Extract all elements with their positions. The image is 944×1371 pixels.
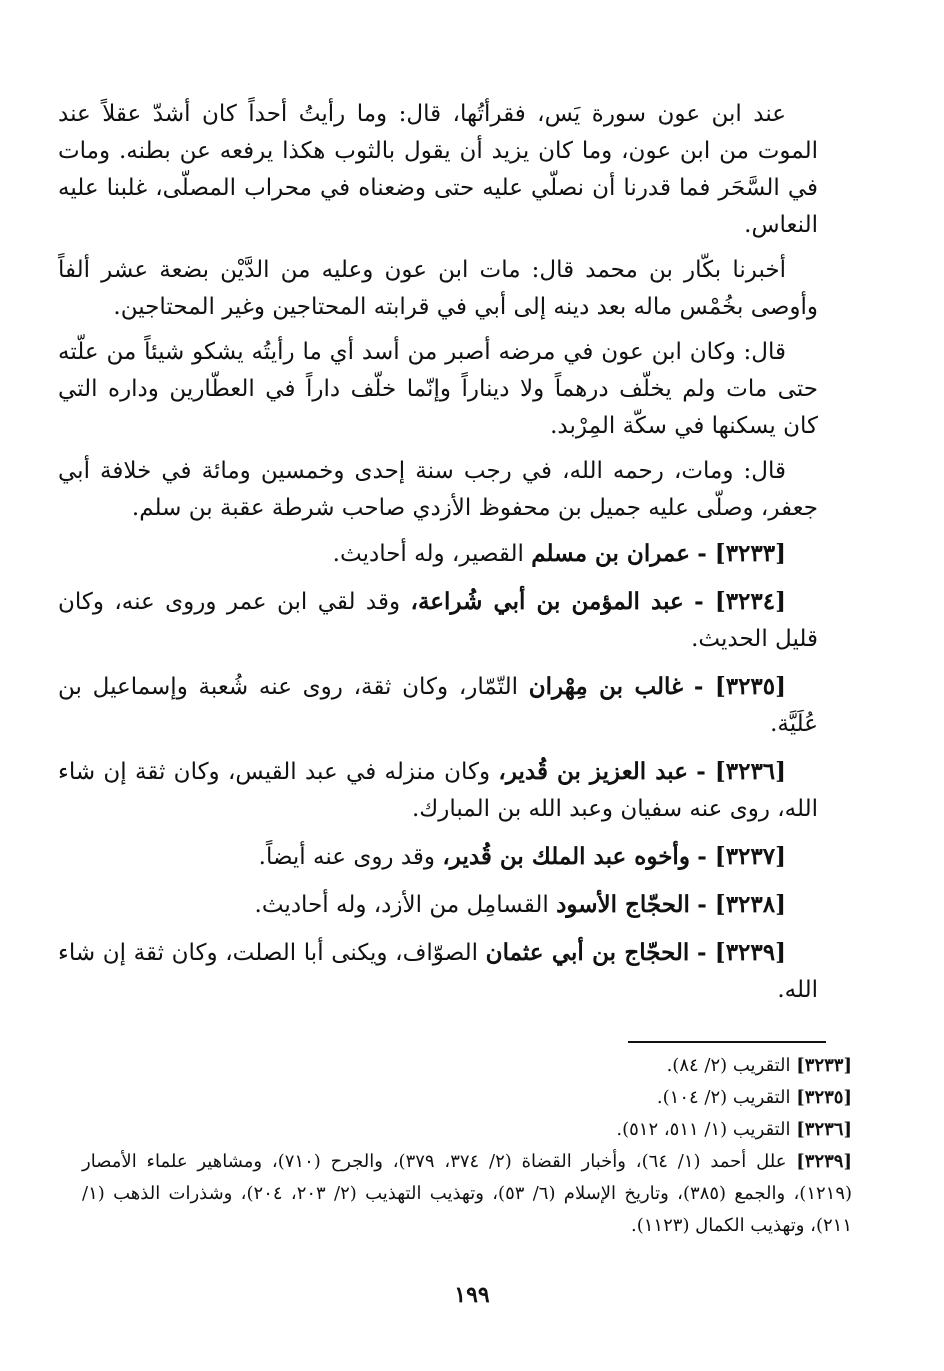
entry-text: القسامِل من الأزد، وله أحاديث.	[254, 892, 549, 918]
footnote-number: [٣٢٣٥]	[796, 1087, 852, 1108]
entry-text: القصير، وله أحاديث.	[332, 541, 524, 567]
entry-number: [٣٢٣٧] -	[697, 843, 786, 870]
entry-text: وقد لقي ابن عمر وروى عنه، وكان قليل الحديث.	[58, 589, 818, 652]
paragraph: قال: وكان ابن عون في مرضه أصبر من أسد أي ما رأيتُه يشكو شيئاً من علّته حتى مات ولم يخلّف درهماً ولا ديناراً وإنّما خلّف داراً في العطّارين وداره التي كان يسكنها في سكّة المِرْبد.	[58, 339, 818, 439]
biography-entry	[58, 583, 818, 658]
footnote-text: التقريب (١/ ٥١١، ٥١٢).	[616, 1119, 791, 1140]
main-text	[58, 96, 818, 1019]
footnote-number: [٣٢٣٩]	[796, 1151, 852, 1172]
entry-number: [٣٢٣٥] -	[693, 673, 787, 700]
entry-number: [٣٢٣٣] -	[697, 540, 786, 567]
biography-entry	[58, 886, 818, 924]
footnote	[82, 1114, 852, 1146]
entry-text: وقد روى عنه أيضاً.	[258, 844, 436, 870]
paragraph: أخبرنا بكّار بن محمد قال: مات ابن عون وعليه من الدَّيْن بضعة عشر ألفاً وأوصى بخُمْس ماله بعد دينه إلى أبي في قرابته المحتاجين وغير المحتاجين.	[58, 257, 818, 320]
entry-name: عبد المؤمن بن أبي شُراعة،	[410, 588, 684, 615]
footnote-text: التقريب (٢/ ٨٤).	[666, 1055, 791, 1076]
paragraph: عند ابن عون سورة يَس، فقرأتُها، قال: وما رأيتُ أحداً كان أشدّ عقلاً عند الموت من ابن عون، وما كان يزيد أن يقول بالثوب هكذا يرفعه عن بطنه. ومات في السَّحَر فما قدرنا أن نصلّي عليه حتى وضعناه في محراب المصلّى، غلبنا عليه النعاس.	[58, 101, 818, 238]
entry-text: الصوّاف، ويكنى أبا الصلت، وكان ثقة إن شاء الله.	[58, 940, 818, 1003]
biography-entry	[58, 838, 818, 876]
footnote	[82, 1082, 852, 1114]
paragraph: قال: ومات، رحمه الله، في رجب سنة إحدى وخمسين ومائة في خلافة أبي جعفر، وصلّى عليه جميل بن محفوظ الأزدي صاحب شرطة عقبة بن سلم.	[58, 458, 818, 521]
entry-number: [٣٢٣٦] -	[696, 758, 787, 785]
entry-name: عمران بن مسلم	[531, 540, 690, 567]
footnote	[82, 1146, 852, 1242]
footnote-text: علل أحمد (١/ ٦٤)، وأخبار القضاة (٢/ ٣٧٤، ٣٧٩)، والجرح (٧١٠)، ومشاهير علماء الأمصار (١٢١٩)، والجمع (٣٨٥)، وتاريخ الإسلام (٦/ ٥٣)، وتهذيب التهذيب (٢/ ٢٠٣، ٢٠٤)، وشذرات الذهب (١/ ٢١١)، وتهذيب الكمال (١١٢٣).	[82, 1151, 853, 1236]
biography-entry	[58, 535, 818, 573]
entry-text: وكان منزله في عبد القيس، وكان ثقة إن شاء الله، روى عنه سفيان وعبد الله بن المبارك.	[58, 759, 818, 822]
biography-entry	[58, 934, 818, 1009]
biography-entry	[58, 753, 818, 828]
entry-name: عبد العزيز بن قُدير،	[498, 758, 688, 785]
entry-number: [٣٢٣٤] -	[694, 588, 787, 615]
footnote-text: التقريب (٢/ ١٠٤).	[656, 1087, 791, 1108]
footnotes	[82, 1050, 852, 1242]
entry-name: الحجّاج الأسود	[556, 891, 690, 918]
entry-number: [٣٢٣٩] -	[696, 939, 786, 966]
footnote	[82, 1050, 852, 1082]
entry-name: غالب بن مِهْران	[528, 673, 684, 700]
biography-entry	[58, 668, 818, 743]
entry-text: التّمّار، وكان ثقة، روى عنه شُعبة وإسماعيل بن عُلَيَّة.	[58, 674, 818, 737]
footnote-number: [٣٢٣٣]	[796, 1055, 852, 1076]
page-number: ١٩٩	[454, 1282, 490, 1308]
entry-number: [٣٢٣٨] -	[697, 891, 786, 918]
entry-name: وأخوه عبد الملك بن قُدير،	[442, 843, 690, 870]
entry-name: الحجّاج بن أبي عثمان	[485, 939, 690, 966]
footnote-divider	[628, 1041, 826, 1043]
footnote-number: [٣٢٣٦]	[796, 1119, 852, 1140]
